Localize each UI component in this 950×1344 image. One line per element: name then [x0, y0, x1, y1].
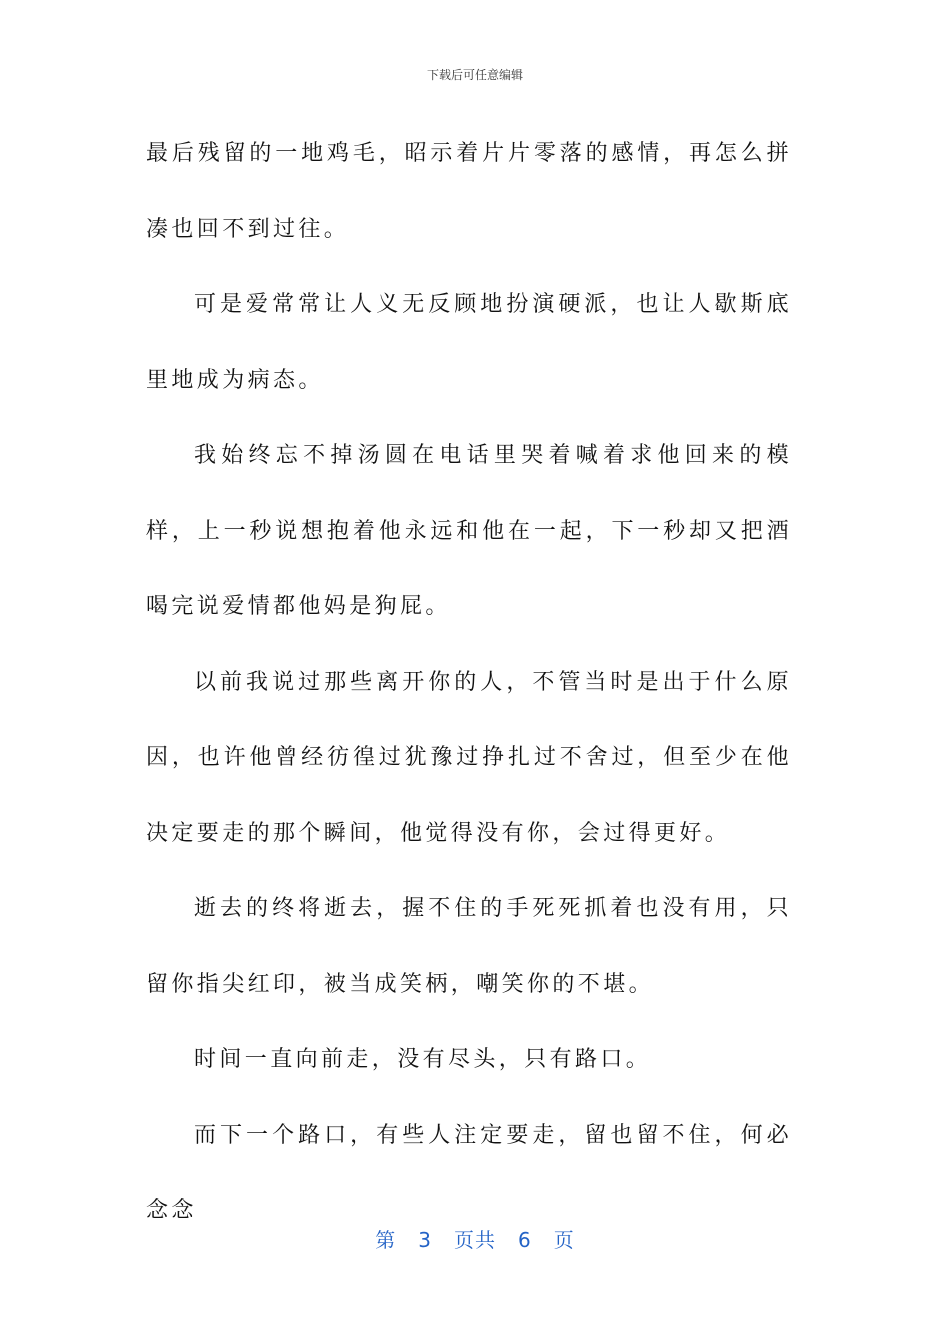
paragraph-6: 时间一直向前走，没有尽头，只有路口。: [194, 1047, 652, 1072]
page-header: 下载后可任意编辑: [426, 68, 523, 82]
page-footer: [0, 1224, 950, 1253]
paragraph-5: 逝去的终将逝去，握不住的手死死抓着也没有用，只留你指尖红印，被当成笑柄，嘲笑你的不堪。: [146, 896, 792, 997]
paragraph-7: 而下一个路口，有些人注定要走，留也留不住，何必念念: [146, 1122, 792, 1223]
total-pages-number: 6: [518, 1228, 532, 1252]
page-label-prefix: 第: [375, 1228, 397, 1252]
current-page-number: 3: [418, 1228, 432, 1252]
paragraph-3: 我始终忘不掉汤圆在电话里哭着喊着求他回来的模样，上一秒说想抱着他永远和他在一起，下一秒却又把酒喝完说爱情都他妈是狗屁。: [146, 443, 792, 619]
paragraph-4: 以前我说过那些离开你的人，不管当时是出于什么原因，也许他曾经彷徨过犹豫过挣扎过不舍过，但至少在他决定要走的那个瞬间，他觉得没有你，会过得更好。: [146, 669, 792, 846]
paragraph-2: 可是爱常常让人义无反顾地扮演硬派，也让人歇斯底里地成为病态。: [146, 292, 792, 393]
document-body: [146, 116, 792, 1249]
page-label-mid: 页共: [454, 1228, 496, 1252]
page-label-suffix: 页: [553, 1228, 575, 1252]
paragraph-1: 最后残留的一地鸡毛，昭示着片片零落的感情，再怎么拼凑也回不到过往。: [146, 141, 792, 242]
